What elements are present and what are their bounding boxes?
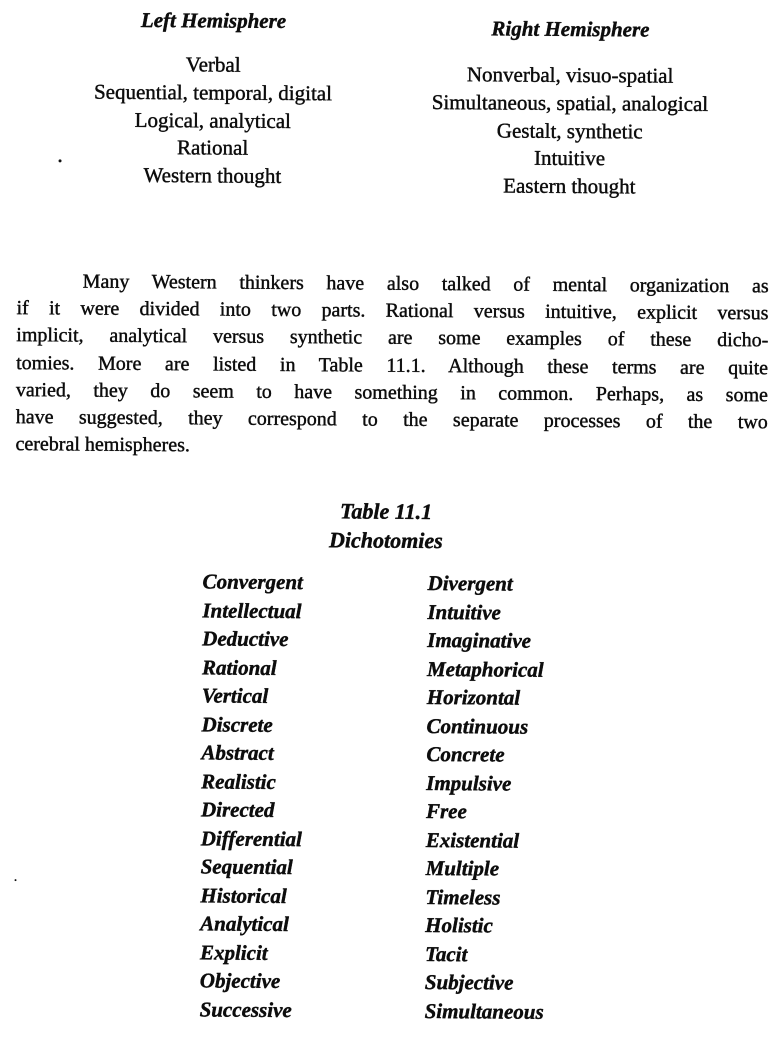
table-row [201, 852, 621, 883]
dichotomy-right-term: Continuous [426, 713, 529, 739]
table-caption-title: Dichotomies [328, 527, 443, 554]
table-row [202, 596, 622, 627]
table-caption-number: Table 11.1 [339, 498, 433, 525]
dichotomy-left-term: Analytical [200, 911, 289, 937]
dichotomy-right-term: Simultaneous [424, 998, 544, 1024]
dichotomy-left-term: Historical [200, 882, 287, 908]
body-paragraph-line: implicit, analytical versus synthetic are some examples of these dicho- [16, 324, 769, 352]
dichotomy-right-term: Imaginative [427, 627, 532, 653]
dichotomy-left-term: Rational [201, 654, 277, 680]
dichotomy-right-term: Horizontal [426, 684, 521, 710]
table-row [202, 710, 622, 741]
dichotomy-right-term: Divergent [427, 570, 513, 596]
left-hemisphere-item: Logical, analytical [134, 107, 292, 133]
dichotomy-right-term: Metaphorical [426, 656, 544, 682]
table-row [200, 938, 620, 969]
dichotomy-left-term: Sequential [200, 854, 293, 880]
dichotomy-left-term: Objective [199, 968, 281, 993]
dichotomy-right-term: Intuitive [427, 599, 502, 624]
table-row [201, 767, 621, 798]
dichotomy-right-term: Multiple [425, 855, 500, 881]
body-paragraph-line: varied, they do seem to have something in common. Perhaps, as some [15, 378, 768, 407]
dichotomy-right-term: Tacit [424, 941, 468, 966]
left-hemisphere-item: Western thought [143, 163, 282, 189]
right-hemisphere-column [395, 15, 745, 199]
left-hemisphere-item: Verbal [185, 52, 241, 77]
right-hemisphere-item: Nonverbal, visuo-spatial [466, 62, 674, 88]
right-hemisphere-item: Eastern thought [503, 173, 636, 199]
right-hemisphere-item: Gestalt, synthetic [496, 118, 643, 144]
dichotomy-right-term: Impulsive [426, 770, 512, 796]
body-paragraph-line: have suggested, they correspond to the separate processes of the two [15, 406, 768, 434]
left-hemisphere-column [38, 6, 388, 189]
table-row [201, 824, 621, 855]
body-paragraph-line: Many Western thinkers have also talked of mental organization as [82, 270, 769, 298]
scan-speck [59, 159, 62, 162]
dichotomy-left-term: Convergent [202, 569, 304, 595]
body-paragraph-line: if it were divided into two parts. Rational versus intuitive, explicit versus [16, 297, 769, 325]
dichotomy-right-term: Concrete [426, 741, 505, 767]
dichotomy-left-term: Intellectual [202, 597, 302, 623]
table-row [200, 995, 620, 1026]
dichotomies-table [200, 567, 623, 1026]
table-row [200, 966, 620, 997]
dichotomy-left-term: Deductive [202, 626, 289, 652]
body-paragraph [15, 268, 768, 464]
table-row [200, 909, 620, 940]
body-paragraph-line: cerebral hemispheres. [15, 433, 190, 457]
dichotomy-right-term: Timeless [425, 884, 501, 910]
right-hemisphere-item: Intuitive [533, 146, 606, 171]
body-paragraph-line: tomies. More are listed in Table 11.1. Although these terms are quite [16, 351, 769, 379]
dichotomy-left-term: Successive [199, 996, 292, 1022]
left-hemisphere-item: Rational [176, 135, 249, 161]
dichotomy-left-term: Explicit [199, 939, 268, 965]
dichotomy-left-term: Differential [200, 825, 303, 851]
table-row [202, 681, 622, 712]
dichotomy-right-term: Existential [425, 827, 520, 853]
dichotomy-right-term: Free [425, 798, 467, 824]
dichotomy-right-term: Subjective [424, 969, 514, 995]
dichotomy-right-term: Holistic [425, 912, 493, 938]
table-row [200, 881, 620, 912]
dichotomy-left-term: Abstract [201, 740, 274, 765]
left-hemisphere-list [37, 50, 388, 191]
scan-speck [15, 879, 17, 881]
table-row [203, 567, 623, 598]
left-hemisphere-item: Sequential, temporal, digital [93, 79, 333, 106]
table-row [201, 795, 621, 826]
table-row [202, 624, 622, 655]
table-row [202, 653, 622, 684]
dichotomy-left-term: Realistic [201, 768, 276, 794]
dichotomy-left-term: Directed [200, 797, 275, 822]
right-hemisphere-title: Right Hemisphere [491, 16, 650, 42]
table-row [201, 738, 621, 769]
right-hemisphere-list [394, 61, 745, 202]
dichotomy-left-term: Vertical [201, 683, 269, 708]
right-hemisphere-item: Simultaneous, spatial, analogical [431, 89, 709, 116]
dichotomy-left-term: Discrete [201, 711, 273, 737]
left-hemisphere-title: Left Hemisphere [140, 7, 287, 33]
table-caption [0, 494, 772, 557]
